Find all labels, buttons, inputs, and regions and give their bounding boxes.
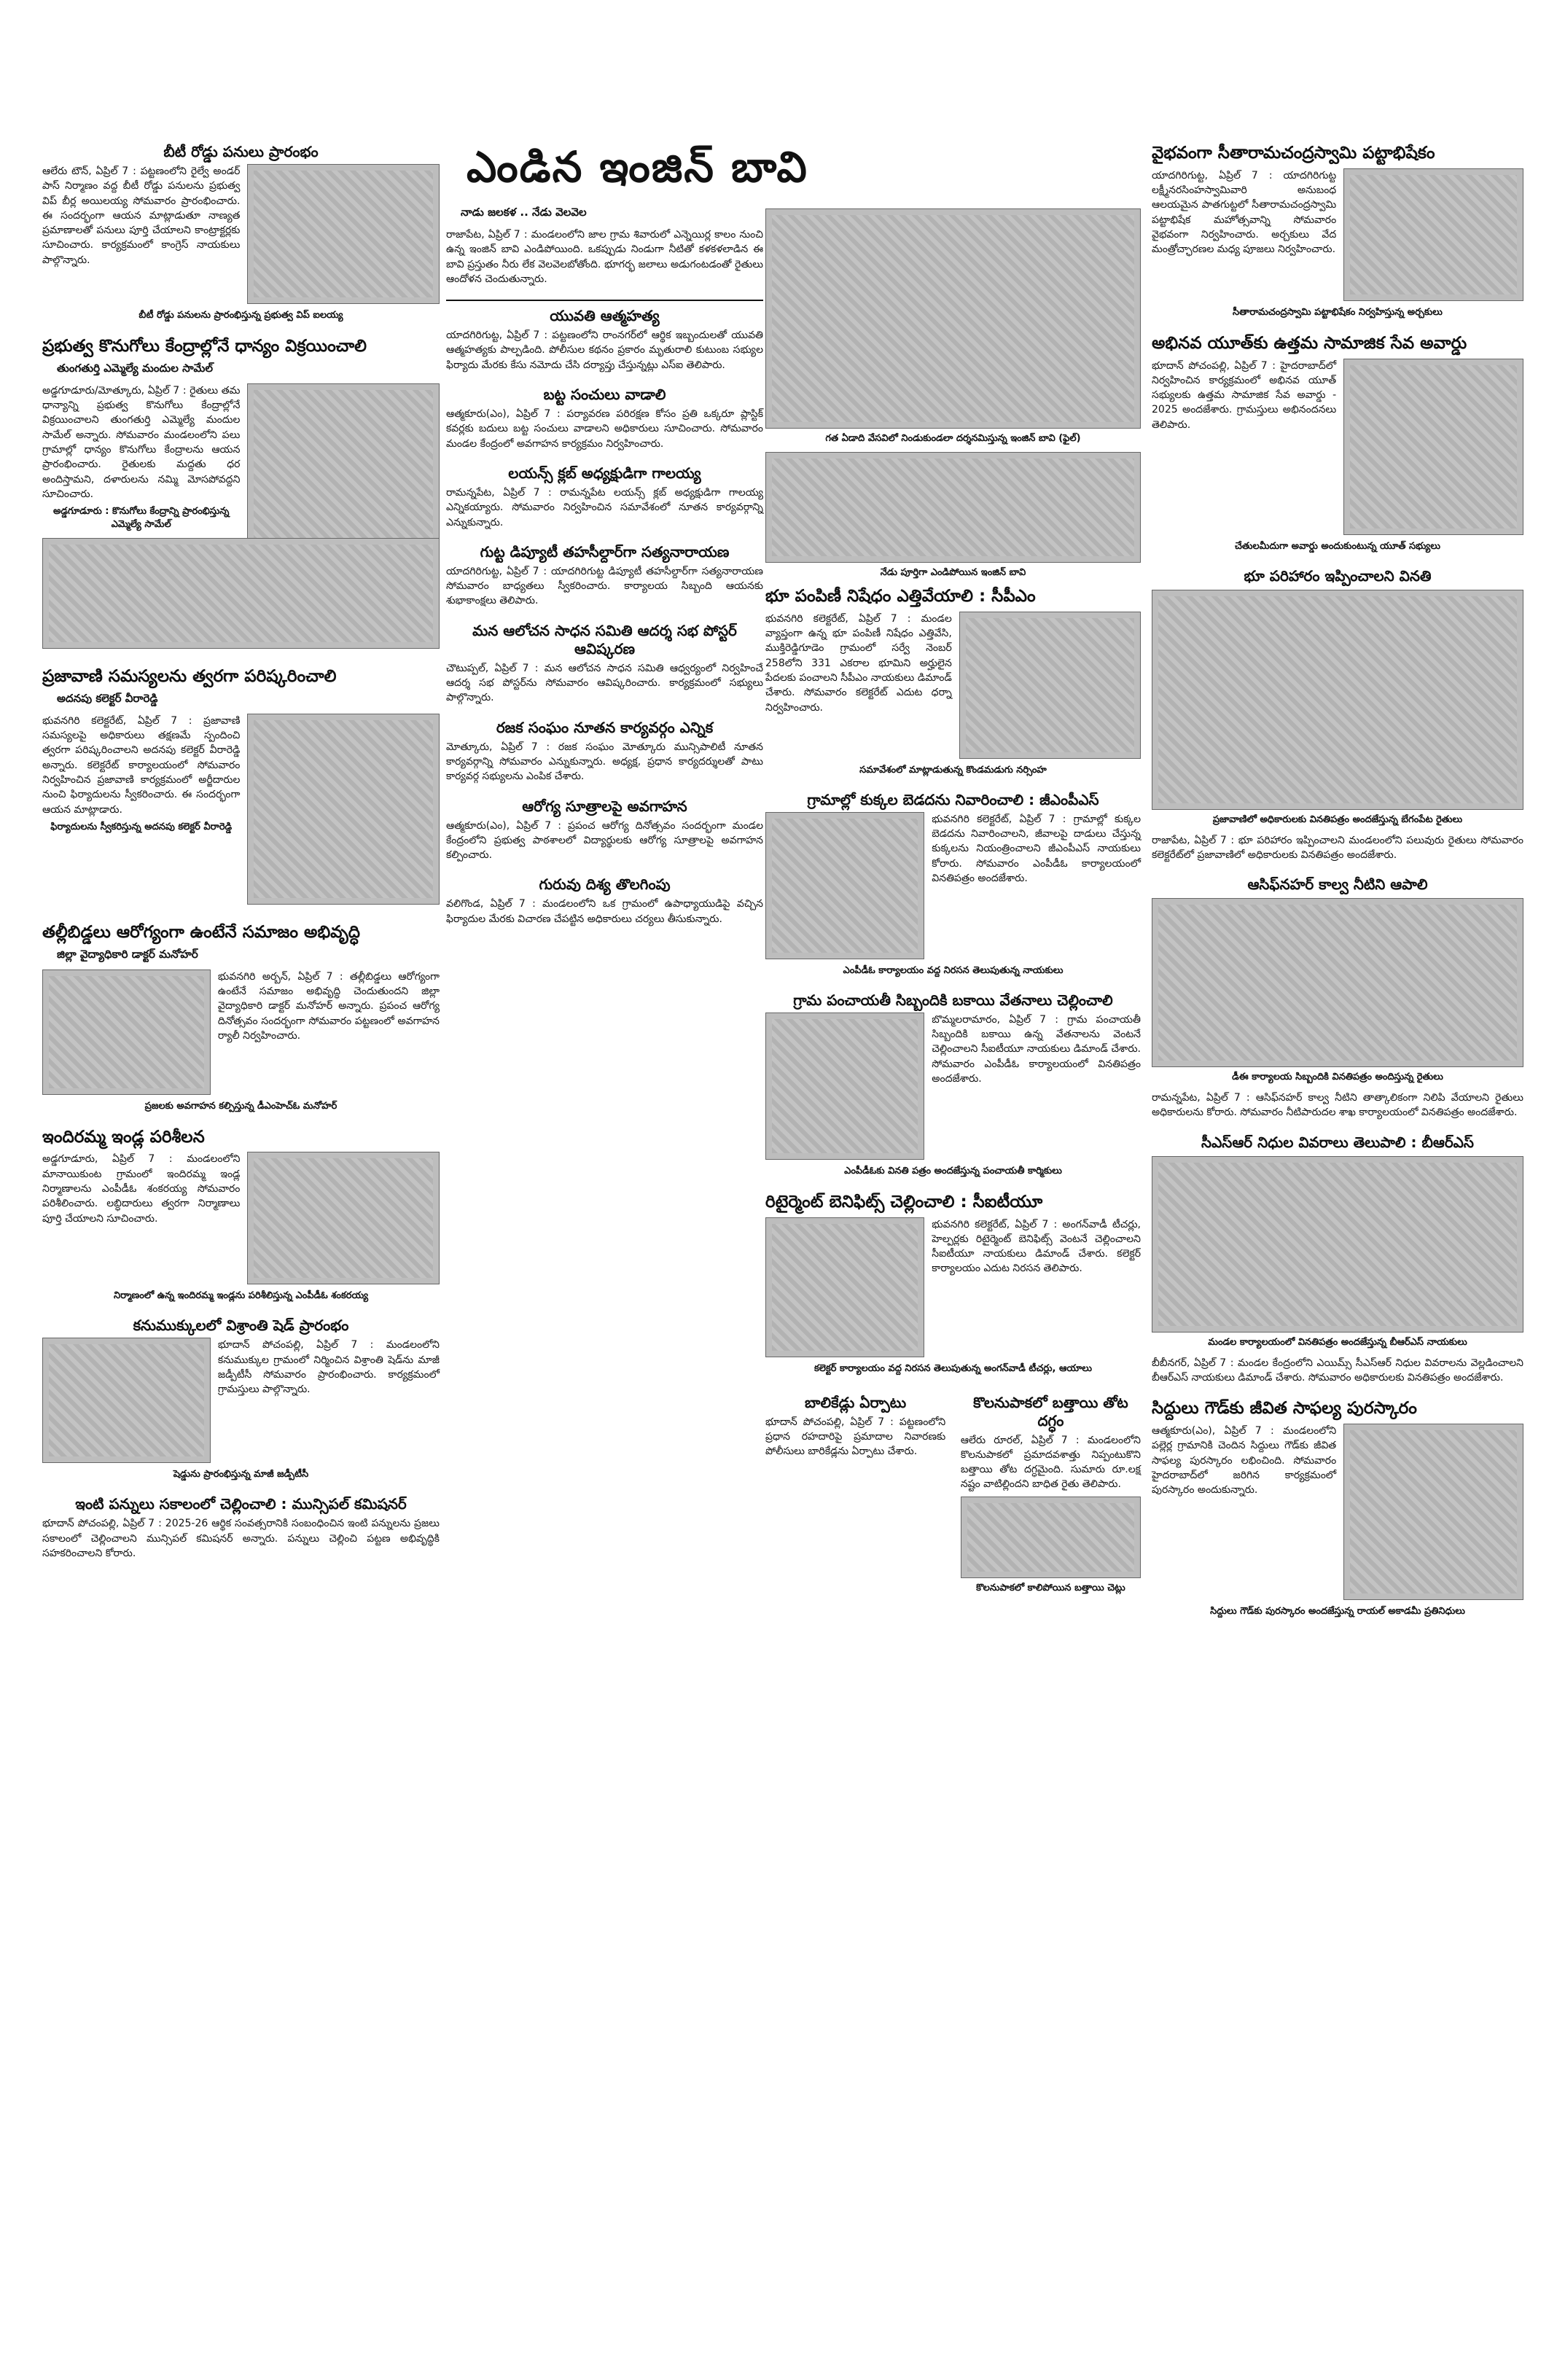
story-teacher <box>446 875 763 926</box>
story-text: ఆలేరు టౌన్, ఏప్రిల్ 7 : పట్టణంలోని రైల్వే అండర్ పాస్ నిర్మాణం వద్ద బీటీ రోడ్డు పనులను ప్రభుత్వ విప్ బీర్ల అయిలయ్య సోమవారం ప్రారంభించారు. ఈ సందర్భంగా ఆయన మాట్లాడుతూ నాణ్యత ప్రమాణాలతో పనులు పూర్తి చేయాలని కాంట్రాక్టర్లకు సూచించారు. కార్యక్రమంలో కాంగ్రెస్ నాయకులు పాల్గొన్నారు. <box>42 165 241 266</box>
subheadline: తుంగతుర్తి ఎమ్మెల్యే మందుల సామేల్ <box>57 361 214 375</box>
headline: కనుముక్కులలో విశ్రాంతి షెడ్ ప్రారంభం <box>133 1316 349 1335</box>
story-engine-well <box>446 206 763 286</box>
news-photo <box>1343 359 1523 535</box>
photo-caption: నిర్మాణంలో ఉన్న ఇందిరమ్మ ఇండ్లను పరిశీలిస్తున్న ఎంపీడీఓ శంకరయ్య <box>113 1290 369 1302</box>
story-barricades <box>765 1389 945 1464</box>
story-text: రామన్నపేట, ఏప్రిల్ 7 : ఆసిఫ్‌నహర్ కాల్వ నీటిని తాత్కాలికంగా నిలిపి వేయాలని రైతులు అధికారులను కోరారు. సోమవారం నీటిపారుదల శాఖ కార్యాలయంలో వినతిపత్రం అందజేశారు. <box>1152 1092 1523 1119</box>
story-rajaka-sangham <box>446 719 763 784</box>
story-coronation <box>1152 143 1523 320</box>
headline: మన ఆలోచన సాధన సమితి ఆదర్శ సభ పోస్టర్ ఆవిష్కరణ <box>472 621 737 658</box>
column-2 <box>446 204 763 940</box>
story-text: ఆత్మకూరు(ఎం), ఏప్రిల్ 7 : మండలంలోని పల్లెర్ల గ్రామానికి చెందిన సిద్దులు గౌడ్‌కు జీవిత సాఫల్య పురస్కారం లభించింది. సోమవారం హైదరాబాద్‌లో జరిగిన కార్యక్రమంలో పురస్కారం అందుకున్నారు. <box>1152 1425 1337 1497</box>
story-poster <box>446 622 763 706</box>
headline: సీఎస్ఆర్ నిధుల వివరాలు తెలుపాలి : బీఆర్ఎస్ <box>1201 1133 1474 1151</box>
news-photo <box>765 812 924 959</box>
headline: రజక సంఘం నూతన కార్యవర్గం ఎన్నిక <box>496 718 714 736</box>
photo-caption: ఫిర్యాదులను స్వీకరిస్తున్న అదనపు కలెక్టర్ వీరారెడ్డి <box>50 821 233 832</box>
story-csr-funds <box>1152 1134 1523 1386</box>
story-text: భూదాన్ పోచంపల్లి, ఏప్రిల్ 7 : మండలంలోని కనుముక్కుల గ్రామంలో నిర్మించిన విశ్రాంతి షెడ్‌ను మాజీ జడ్పీటీసీ సోమవారం ప్రారంభించారు. కార్యక్రమంలో గ్రామస్తులు పాల్గొన్నారు. <box>217 1339 440 1396</box>
story-retirement <box>765 1192 1141 1376</box>
story-rest-shed <box>42 1316 440 1482</box>
column-3 <box>765 204 1141 1615</box>
headline: లయన్స్ క్లబ్ అధ్యక్షుడిగా గాలయ్య <box>508 464 701 482</box>
story-text: రాజాపేట, ఏప్రిల్ 7 : మండలంలోని జాల గ్రామ శివారులో ఎన్నెయిర్ల కాలం నుంచి ఉన్న ఇంజిన్ బావి ఎండిపోయింది. ఒకప్పుడు నిండుగా నీటితో కళకళలాడిన ఈ బావి ప్రస్తుతం నీరు లేక వెలవెలబోతోంది. భూగర్భ జలాలు అడుగంటడంతో రైతులు ఆందోళన చెందుతున్నారు. <box>446 229 763 285</box>
story-text: భువనగిరి కలెక్టరేట్, ఏప్రిల్ 7 : అంగన్‌వాడీ టీచర్లు, హెల్పర్లకు రిటైర్మెంట్ బెనిఫిట్స్ వెంటనే చెల్లించాలని సీఐటీయూ నాయకులు డిమాండ్ చేశారు. కలెక్టర్ కార్యాలయం ఎదుట నిరసన తెలిపారు. <box>932 1218 1141 1275</box>
story-lions-club <box>446 464 763 530</box>
news-photo <box>42 1338 211 1463</box>
news-photo <box>1152 1156 1523 1333</box>
headline: తల్లీబిడ్డలు ఆరోగ్యంగా ఉంటేనే సమాజం అభివృద్ధి <box>42 922 360 942</box>
story-suicide <box>446 307 763 372</box>
story-bt-road <box>42 143 440 323</box>
story-text: బొమ్మలరామారం, ఏప్రిల్ 7 : గ్రామ పంచాయతీ సిబ్బందికి బకాయి ఉన్న వేతనాలను వెంటనే చెల్లించాలని సీఐటీయూ నాయకులు డిమాండ్ చేశారు. సోమవారం ఎంపీడీఓ కార్యాలయంలో వినతిపత్రం అందజేశారు. <box>932 1013 1141 1085</box>
headline: గుట్ట డిప్యూటీ తహసీల్దార్‌గా సత్యనారాయణ <box>480 542 730 561</box>
story-text: భువనగిరి కలెక్టరేట్, ఏప్రిల్ 7 : ప్రజావాణి సమస్యలపై అధికారులు తక్షణమే స్పందించి త్వరగా పరిష్కరించాలని అదనపు కలెక్టర్ వీరారెడ్డి అన్నారు. కలెక్టరేట్ కార్యాలయంలో సోమవారం నిర్వహించిన ప్రజావాణి కార్యక్రమంలో అర్జీదారుల నుంచి ఫిర్యాదులను స్వీకరించారు. ఈ సందర్భంగా ఆయన మాట్లాడారు. <box>42 714 241 816</box>
headline: ఆసిఫ్‌నహర్ కాల్వ నీటిని ఆపాలి <box>1247 875 1428 894</box>
story-deputy-tahsildar <box>446 543 763 609</box>
story-orchard-fire <box>961 1389 1141 1601</box>
story-dogs <box>765 791 1141 978</box>
story-text: చౌటుప్పల్, ఏప్రిల్ 7 : మన ఆలోచన సాధన సమితి ఆధ్వర్యంలో నిర్వహించే ఆదర్శ సభ పోస్టర్‌ను సోమవారం ఆవిష్కరించారు. కార్యక్రమంలో సభ్యులు పాల్గొన్నారు. <box>446 662 763 704</box>
photo-caption: ప్రజావాణిలో అధికారులకు వినతిపత్రం అందజేస్తున్న బేగంపేట రైతులు <box>1212 814 1463 825</box>
story-text: భూదాన్ పోచంపల్లి, ఏప్రిల్ 7 : హైదరాబాద్‌లో నిర్వహించిన కార్యక్రమంలో అభినవ యూత్ సభ్యులకు ఉత్తమ సామాజిక సేవ అవార్డు - 2025 అందజేశారు. గ్రామస్తులు అభినందనలు తెలిపారు. <box>1152 359 1337 431</box>
photo-caption: కొలనుపాకలో కాలిపోయిన బత్తాయి చెట్లు <box>976 1582 1125 1593</box>
story-text: భువనగిరి అర్బన్, ఏప్రిల్ 7 : తల్లీబిడ్డలు ఆరోగ్యంగా ఉంటేనే సమాజం అభివృద్ధి చెందుతుందని జిల్లా వైద్యాధికారి డాక్టర్ మనోహర్ అన్నారు. ప్రపంచ ఆరోగ్య దినోత్సవం సందర్భంగా సోమవారం పట్టణంలో అవగాహన ర్యాలీ నిర్వహించారు. <box>217 970 440 1042</box>
story-grain-centres <box>42 336 440 653</box>
photo-caption: కలెక్టర్ కార్యాలయం వద్ద నిరసన తెలుపుతున్న అంగన్‌వాడీ టీచర్లు, ఆయాలు <box>813 1362 1092 1374</box>
headline: బాలికేడ్లు ఏర్పాటు <box>805 1393 907 1411</box>
news-photo <box>42 969 211 1095</box>
story-text: భూదాన్ పోచంపల్లి, ఏప్రిల్ 7 : పట్టణంలోని ప్రధాన రహదారిపై ప్రమాదాల నివారణకు పోలీసులు బారికేడ్లను ఏర్పాటు చేశారు. <box>765 1416 946 1458</box>
headline: బీటీ రోడ్డు పనులు ప్రారంభం <box>163 143 319 160</box>
story-text: భువనగిరి కలెక్టరేట్, ఏప్రిల్ 7 : గ్రామాల్లో కుక్కల బెడదను నివారించాలని, జీవాలపై దాడులు చేస్తున్న కుక్కలను నియంత్రించాలని జీఎంపీఎస్ నాయకులు కోరారు. సోమవారం ఎంపీడీఓ కార్యాలయంలో వినతిపత్రం అందజేశారు. <box>932 813 1141 884</box>
story-land-ban <box>765 586 1141 778</box>
story-cloth-bags <box>446 386 763 451</box>
story-text: ఆలేరు రూరల్, ఏప్రిల్ 7 : మండలంలోని కొలనుపాకలో ప్రమాదవశాత్తు నిప్పంటుకొని బత్తాయి తోట దగ్ధమైంది. సుమారు రూ.లక్ష నష్టం వాటిల్లిందని బాధిత రైతు తెలిపారు. <box>960 1434 1141 1491</box>
news-photo <box>247 714 440 905</box>
headline: అభినవ యూత్‌కు ఉత్తమ సామాజిక సేవ అవార్డు <box>1152 333 1467 353</box>
story-award <box>1152 333 1523 554</box>
subheadline: అదనపు కలెక్టర్ వీరారెడ్డి <box>57 691 158 705</box>
story-indiramma-houses <box>42 1127 440 1304</box>
news-photo <box>247 383 440 560</box>
news-photo <box>1343 168 1523 301</box>
headline: భూ పంపిణీ నిషేధం ఎత్తివేయాలి : సీపీఎం <box>765 587 1036 606</box>
news-photo <box>247 164 440 304</box>
news-photo <box>1152 590 1523 810</box>
news-photo <box>247 1152 440 1284</box>
main-headline: ఎండిన ఇంజిన్ బావి <box>467 142 808 192</box>
news-photo <box>959 612 1141 759</box>
photo-caption: సీతారామచంద్రస్వామి పట్టాభిషేకం నిర్వహిస్తున్న అర్చకులు <box>1233 306 1443 318</box>
news-photo <box>1152 898 1523 1067</box>
story-land-compensation <box>1152 567 1523 863</box>
news-photo <box>42 538 440 649</box>
photo-caption: డీఈ కార్యాలయ సిబ్బందికి వినతిపత్రం అందిస్తున్న రైతులు <box>1232 1072 1443 1083</box>
story-text: రామన్నపేట, ఏప్రిల్ 7 : రామన్నపేట లయన్స్ క్లబ్ అధ్యక్షుడిగా గాలయ్య ఎన్నికయ్యారు. సోమవారం నిర్వహించిన సమావేశంలో నూతన కార్యవర్గాన్ని ఎన్నుకున్నారు. <box>446 486 763 528</box>
headline: కొలనుపాకలో బత్తాయి తోట దగ్ధం <box>973 1393 1128 1429</box>
photo-caption: షెడ్డును ప్రారంభిస్తున్న మాజీ జడ్పీటీసీ <box>173 1469 309 1480</box>
subheadline: నాడు జలకళ .. నేడు వెలవెల <box>461 206 587 219</box>
headline: ఆరోగ్య సూత్రాలపై అవగాహన <box>522 797 687 815</box>
story-text: భూదాన్ పోచంపల్లి, ఏప్రిల్ 7 : 2025-26 ఆర్థిక సంవత్సరానికి సంబంధించిన ఇంటి పన్నులను ప్రజలు సకాలంలో చెల్లించాలని మున్సిపల్ కమిషనర్ అన్నారు. పన్నులు చెల్లించి పట్టణ అభివృద్ధికి సహకరించాలని కోరారు. <box>42 1518 440 1559</box>
story-canal-water <box>1152 875 1523 1120</box>
story-text: ఆత్మకూరు(ఎం), ఏప్రిల్ 7 : ప్రపంచ ఆరోగ్య దినోత్సవం సందర్భంగా మండల కేంద్రంలోని ప్రభుత్వ పాఠశాలలో విద్యార్థులకు ఆరోగ్య సూత్రాలపై అవగాహన కల్పించారు. <box>446 819 763 862</box>
news-photo <box>765 208 1141 429</box>
photo-caption: అడ్డగూడూరు : కొనుగోలు కేంద్రాన్ని ప్రారంభిస్తున్న ఎమ్మెల్యే సామేల్ <box>52 506 230 531</box>
headline: యువతి ఆత్మహత్య <box>550 307 660 325</box>
photo-caption: ఎంపీడీఓకు వినతి పత్రం అందజేస్తున్న పంచాయతీ కార్మికులు <box>844 1165 1062 1177</box>
story-text: యాదగిరిగుట్ట, ఏప్రిల్ 7 : పట్టణంలోని రాంనగర్‌లో ఆర్థిక ఇబ్బందులతో యువతి ఆత్మహత్యకు పాల్పడింది. పోలీసుల కథనం ప్రకారం మృతురాలి కుటుంబ సభ్యుల ఫిర్యాదు మేరకు కేసు నమోదు చేసి దర్యాప్తు చేస్తున్నట్లు ఎస్ఐ తెలిపారు. <box>446 329 763 371</box>
photo-caption: సమావేశంలో మాట్లాడుతున్న కొండమడుగు నర్సింహ <box>859 764 1047 776</box>
headline: ప్రజావాణి సమస్యలను త్వరగా పరిష్కరించాలి <box>42 667 337 687</box>
headline: ఇందిరమ్మ ఇండ్ల పరిశీలన <box>42 1127 205 1147</box>
headline: గ్రామ పంచాయతీ సిబ్బందికి బకాయి వేతనాలు చెల్లించాలి <box>793 991 1113 1009</box>
story-mother-child-health <box>42 922 440 1114</box>
headline: వైభవంగా సీతారామచంద్రస్వామి పట్టాభిషేకం <box>1152 144 1435 163</box>
photo-caption: గత ఏడాది వేసవిలో నిండుకుండలా దర్శనమిస్తున్న ఇంజిన్ బావి (ఫైల్) <box>825 433 1081 444</box>
headline: బట్ట సంచులు వాడాలి <box>543 386 666 404</box>
story-text: ఆత్మకూరు(ఎం), ఏప్రిల్ 7 : పర్యావరణ పరిరక్షణ కోసం ప్రతి ఒక్కరూ ప్లాస్టిక్ కవర్లకు బదులు బట్ట సంచులు వాడాలని అధికారులు సూచించారు. సోమవారం మండల కేంద్రంలో అవగాహన కార్యక్రమం నిర్వహించారు. <box>446 408 763 450</box>
photo-caption: సిద్దులు గౌడ్‌కు పురస్కారం అందజేస్తున్న రాయల్ అకాడమీ ప్రతినిధులు <box>1210 1606 1465 1618</box>
news-photo <box>1343 1424 1523 1600</box>
photo-caption: మండల కార్యాలయంలో వినతిపత్రం అందజేస్తున్న బీఆర్ఎస్ నాయకులు <box>1208 1336 1467 1348</box>
news-photo <box>765 452 1141 563</box>
story-text: భువనగిరి కలెక్టరేట్, ఏప్రిల్ 7 : మండల వ్యాప్తంగా ఉన్న భూ పంపిణీ నిషేధం ఎత్తివేసి, ముక్తిరెడ్డిగూడెం గ్రామంలో సర్వే నెంబర్ 258లోని 331 ఎకరాల భూమిని అర్హులైన పేదలకు పంచాలని సీపీఎం నాయకులు డిమాండ్ చేశారు. సోమవారం కలెక్టరేట్ ఎదుట ధర్నా నిర్వహించారు. <box>765 612 952 714</box>
headline: ఇంటి పన్నులు సకాలంలో చెల్లించాలి : మున్సిపల్ కమిషనర్ <box>75 1495 407 1513</box>
story-text: అడ్డగూడూరు/మోత్కూరు, ఏప్రిల్ 7 : రైతులు తమ ధాన్యాన్ని ప్రభుత్వ కొనుగోలు కేంద్రాల్లోనే విక్రయించాలని తుంగతుర్తి ఎమ్మెల్యే మందుల సామేల్ అన్నారు. సోమవారం మండలంలోని పలు గ్రామాల్లో ధాన్యం కొనుగోలు కేంద్రాలను ఆయన ప్రారంభించారు. రైతులకు మద్దతు ధర అందిస్తామని, దళారులను నమ్మి మోసపోవద్దని సూచించారు. <box>42 384 241 500</box>
story-panchayat-wages <box>765 991 1141 1179</box>
story-text: యాదగిరిగుట్ట, ఏప్రిల్ 7 : యాదగిరిగుట్ట డిప్యూటీ తహసీల్దార్‌గా సత్యనారాయణ సోమవారం బాధ్యతలు స్వీకరించారు. కార్యాలయ సిబ్బంది ఆయనకు శుభాకాంక్షలు తెలిపారు. <box>446 565 763 607</box>
headline: భూ పరిహారం ఇప్పించాలని వినతి <box>1244 566 1432 585</box>
photo-caption: ప్రజలకు అవగాహన కల్పిస్తున్న డీఎంహెచ్‌ఓ మనోహర్ <box>144 1100 337 1112</box>
headline: రిటైర్మెంట్ బెనిఫిట్స్ చెల్లించాలి : సీఐటీయూ <box>765 1192 1043 1212</box>
headline: సిద్దులు గౌడ్‌కు జీవిత సాఫల్య పురస్కారం <box>1152 1399 1417 1419</box>
news-photo <box>765 1013 924 1160</box>
news-photo <box>961 1497 1141 1578</box>
story-text: మోత్కూరు, ఏప్రిల్ 7 : రజక సంఘం మోత్కూరు మున్సిపాలిటీ నూతన కార్యవర్గాన్ని సోమవారం ఎన్నుకున్నారు. అధ్యక్ష, ప్రధాన కార్యదర్శులతో పాటు కార్యవర్గ సభ్యులను ఎంపిక చేశారు. <box>446 741 763 783</box>
story-text: బీబీనగర్, ఏప్రిల్ 7 : మండల కేంద్రంలోని ఎయిమ్స్ సీఎస్ఆర్ నిధుల వివరాలను వెల్లడించాలని బీఆర్ఎస్ నాయకులు డిమాండ్ చేశారు. సోమవారం అధికారులకు వినతిపత్రం అందజేశారు. <box>1152 1357 1523 1384</box>
story-prajavani <box>42 666 440 909</box>
photo-caption: బీటీ రోడ్డు పనులను ప్రారంభిస్తున్న ప్రభుత్వ విప్ ఐలయ్య <box>138 310 343 321</box>
photo-caption: ఎంపీడీఓ కార్యాలయం వద్ద నిరసన తెలుపుతున్న నాయకులు <box>843 964 1064 976</box>
subheadline: జిల్లా వైద్యాధికారి డాక్టర్ మనోహర్ <box>57 947 198 961</box>
column-4 <box>1152 138 1523 1632</box>
story-text: అడ్డగూడూరు, ఏప్రిల్ 7 : మండలంలోని మానాయికుంట గ్రామంలో ఇందిరమ్మ ఇండ్ల నిర్మాణాలను ఎంపీడీఓ శంకరయ్య సోమవారం పరిశీలించారు. లబ్ధిదారులు త్వరగా నిర్మాణాలు పూర్తి చేయాలని సూచించారు. <box>42 1153 241 1225</box>
headline: గురువు దిశ్య తొలగింపు <box>539 875 671 894</box>
headline: గ్రామాల్లో కుక్కల బెడదను నివారించాలి : జీఎంపీఎస్ <box>807 790 1099 808</box>
column-1 <box>42 138 440 1574</box>
headline: ప్రభుత్వ కొనుగోలు కేంద్రాల్లోనే ధాన్యం విక్రయించాలి <box>42 337 367 356</box>
story-lifetime-award <box>1152 1398 1523 1619</box>
story-house-tax <box>42 1495 440 1561</box>
story-text: రాజాపేట, ఏప్రిల్ 7 : భూ పరిహారం ఇప్పించాలని మండలంలోని పలువురు రైతులు సోమవారం కలెక్టరేట్‌లో ప్రజావాణిలో అధికారులకు వినతిపత్రం అందజేశారు. <box>1152 834 1523 861</box>
divider <box>446 300 763 301</box>
story-text: వలిగొండ, ఏప్రిల్ 7 : మండలంలోని ఒక గ్రామంలో ఉపాధ్యాయుడిపై వచ్చిన ఫిర్యాదుల మేరకు విచారణ చేపట్టిన అధికారులు చర్యలు తీసుకున్నారు. <box>446 898 763 925</box>
story-text: యాదగిరిగుట్ట, ఏప్రిల్ 7 : యాదగిరిగుట్ట లక్ష్మీనరసింహస్వామివారి అనుబంధ ఆలయమైన పాతగుట్టలో సీతారామచంద్రస్వామి పట్టాభిషేక మహోత్సవాన్ని సోమవారం వైభవంగా నిర్వహించారు. అర్చకులు వేద మంత్రోచ్ఛారణల మధ్య పూజలు నిర్వహించారు. <box>1152 169 1337 256</box>
news-photo <box>765 1217 924 1357</box>
photo-caption: చేతులమీదుగా అవార్డు అందుకుంటున్న యూత్ సభ్యులు <box>1235 540 1440 552</box>
story-health-tips <box>446 797 763 863</box>
photo-caption: నేడు పూర్తిగా ఎండిపోయిన ఇంజిన్ బావి <box>880 567 1026 578</box>
